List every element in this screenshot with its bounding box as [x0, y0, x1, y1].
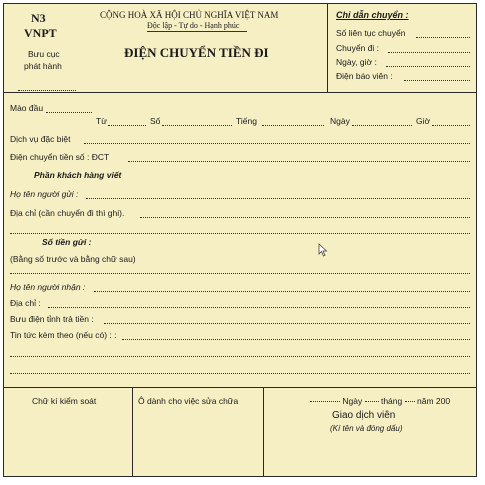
footer-divider-2	[263, 387, 264, 476]
form-code: N3	[31, 11, 46, 25]
corrections-box-label: Ô dành cho việc sửa chữa	[138, 396, 239, 406]
special-service-dots	[84, 143, 470, 144]
post-office-label-1: Bưu cục	[28, 49, 60, 59]
clerk-label: Giao dịch viên	[332, 410, 396, 421]
sender-name-label: Họ tên người gửi :	[10, 189, 79, 199]
hour-dots	[432, 125, 470, 126]
controller-signature-label: Chữ kí kiểm soát	[32, 396, 97, 406]
number-dots	[162, 125, 232, 126]
org-name: VNPT	[24, 26, 57, 40]
words-label: Tiếng	[236, 116, 257, 126]
mouse-cursor-icon	[318, 243, 328, 257]
receiver-address-label: Địa chỉ :	[10, 298, 41, 308]
transfer-number-dots	[128, 161, 470, 162]
header-bottom-line	[4, 92, 476, 93]
telegraph-operator-dots	[404, 80, 470, 81]
footer-divider-1	[132, 387, 133, 476]
special-service-label: Dịch vụ đặc biệt	[10, 134, 71, 144]
footer-top-line	[4, 387, 476, 388]
attached-message-label: Tin tức kèm theo (nếu có) : :	[10, 330, 117, 340]
sent-to-field: Chuyển đi :	[336, 43, 379, 53]
nation-heading: CỘNG HOÀ XÃ HỘI CHỦ NGHĨA VIỆT NAM	[100, 10, 279, 20]
words-dots	[262, 125, 324, 126]
paying-office-label: Bưu điện tỉnh trả tiền :	[10, 314, 94, 324]
sender-address-label: Địa chỉ (cần chuyển đi thì ghi).	[10, 208, 125, 218]
transfer-number-label: Điện chuyển tiền số : ĐCT	[10, 152, 110, 162]
receiver-name-dots	[94, 291, 470, 292]
attached-message-dots	[122, 339, 470, 340]
from-label: Từ	[96, 116, 107, 126]
sequence-number-field: Số liên tục chuyển	[336, 28, 406, 38]
amount-dots-1	[10, 273, 470, 274]
sequence-number-dots	[416, 37, 470, 38]
hour-label: Giờ	[416, 116, 431, 126]
attached-message-dots-2	[10, 356, 470, 357]
mao-dau-label: Mào đầu	[10, 103, 44, 113]
paying-office-dots	[104, 323, 470, 324]
date-label: Ngày	[330, 116, 350, 126]
amount-hint: (Bằng số trước và bằng chữ sau)	[10, 254, 136, 264]
money-transfer-form	[3, 3, 477, 477]
telegraph-operator-field: Điện báo viên :	[336, 71, 393, 81]
attached-message-dots-3	[10, 373, 470, 374]
clerk-note: (Kí tên và đóng dấu)	[330, 424, 403, 433]
motto: Độc lập - Tự do - Hạnh phúc	[147, 21, 240, 30]
mao-dau-dots	[46, 112, 92, 113]
transfer-guide-heading: Chỉ dẫn chuyển :	[336, 10, 409, 20]
receiver-address-dots	[48, 307, 470, 308]
sender-name-dots	[86, 198, 470, 199]
post-office-label-2: phát hành	[24, 61, 62, 71]
date-dots	[352, 125, 412, 126]
receiver-name-label: Họ tên người nhận :	[10, 282, 86, 292]
number-label: Số	[150, 116, 161, 126]
post-office-dots	[18, 90, 76, 91]
sent-to-dots	[388, 52, 470, 53]
date-time-dots	[386, 66, 470, 67]
customer-section-heading: Phần khách hàng viết	[34, 170, 122, 180]
amount-label: Số tiền gửi :	[42, 237, 92, 247]
sender-address-dots	[140, 217, 470, 218]
signature-date-line: Ngày tháng năm 200	[310, 396, 450, 406]
from-dots	[108, 125, 146, 126]
motto-underline	[147, 31, 247, 32]
form-title: ĐIỆN CHUYỂN TIỀN ĐI	[124, 45, 269, 60]
sender-address-dots-2	[10, 233, 470, 234]
header-divider	[327, 4, 328, 92]
date-time-field: Ngày, giờ :	[336, 57, 377, 67]
